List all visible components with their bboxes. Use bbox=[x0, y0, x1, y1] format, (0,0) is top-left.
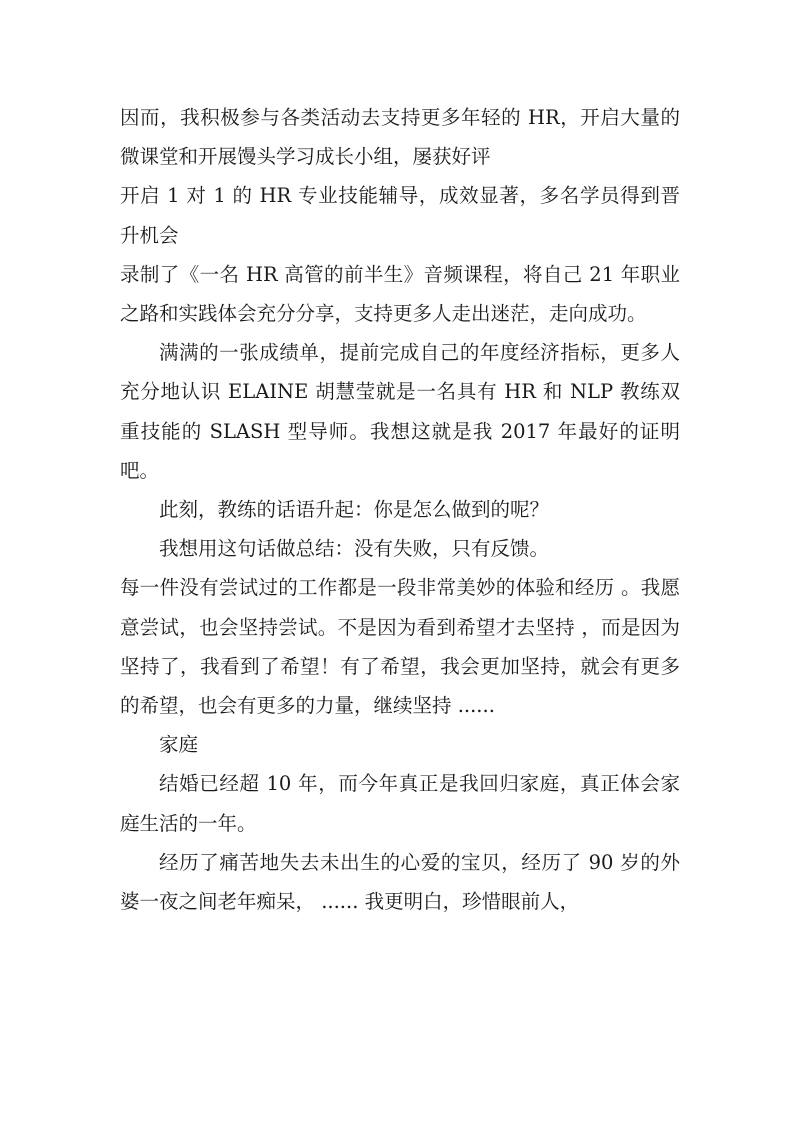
paragraph-one-on-one-coaching: 开启 1 对 1 的 HR 专业技能辅导，成效显著，多名学员得到晋升机会 bbox=[120, 184, 680, 247]
paragraph-achievements: 满满的一张成绩单，提前完成自己的年度经济指标，更多人充分地认识 ELAINE 胡慧莹就是一名具有 HR 和 NLP 教练双重技能的 SLASH 型导师。我想这就是我 2017 年最好的证明吧。 bbox=[120, 341, 680, 482]
paragraph-audio-course: 录制了《一名 HR 高管的前半生》音频课程，将自己 21 年职业之路和实践体会充分分享，支持更多人走出迷茫，走向成功。 bbox=[120, 262, 680, 326]
section-heading-family: 家庭 bbox=[159, 733, 199, 757]
paragraph-marriage: 结婚已经超 10 年，而今年真正是我回归家庭，真正体会家庭生活的一年。 bbox=[120, 772, 680, 835]
paragraph-summary: 我想用这句话做总结：没有失败，只有反馈。 bbox=[159, 537, 550, 561]
paragraph-experiences: 经历了痛苦地失去未出生的心爱的宝贝，经历了 90 岁的外婆一夜之间老年痴呆， ...... 我更明白，珍惜眼前人， bbox=[120, 850, 680, 914]
paragraph-coach-question: 此刻，教练的话语升起：你是怎么做到的呢？ bbox=[159, 498, 550, 522]
paragraph-persistence: 每一件没有尝试过的工作都是一段非常美妙的体验和经历 。我愿意尝试，也会坚持尝试。不是因为看到希望才去坚持 ，而是因为坚持了，我看到了希望！有了希望，我会更加坚持，就会有更多的希望，也会有更多的力量，继续坚持 ...... bbox=[120, 576, 680, 718]
document-body bbox=[120, 98, 680, 921]
paragraph-hr-activities: 因而，我积极参与各类活动去支持更多年轻的 HR，开启大量的微课堂和开展馒头学习成长小组，屡获好评 bbox=[120, 106, 680, 169]
